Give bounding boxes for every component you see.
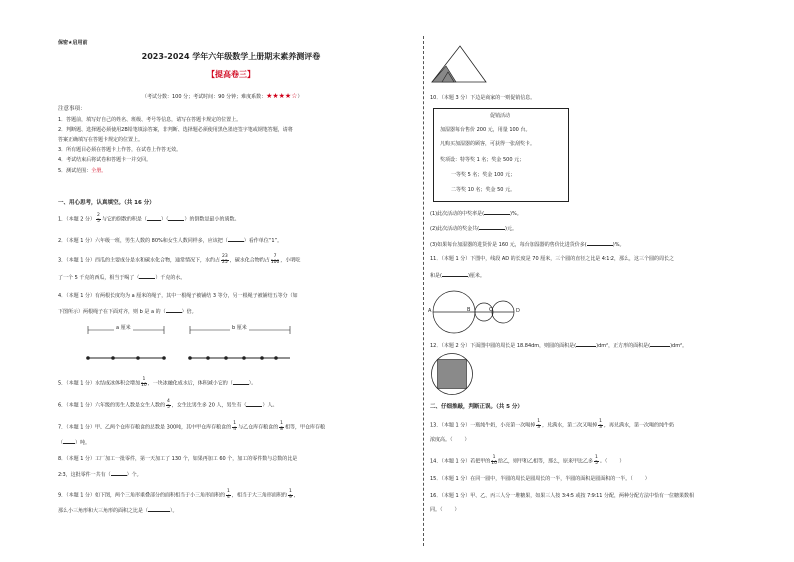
exam-subtitle: 【提高卷三】 xyxy=(207,70,255,79)
question-10-part-3 xyxy=(430,240,624,248)
q14-text: 14．（本题 1 分）若把甲的 xyxy=(430,458,491,465)
q6-text: ，女生比男生多 20 人，男生有（ xyxy=(171,402,247,409)
numerator: 1 xyxy=(537,419,541,424)
fraction xyxy=(166,400,171,410)
q1-text: ）的倒数是最小的质数。 xyxy=(184,216,240,223)
confidential-mark: 保密★启用前 xyxy=(58,40,88,46)
q2-text: 2．（本题 1 分）六年级一班，男生人数的 80%和女生人数同样多，应该把（ xyxy=(58,238,228,244)
question-7-cont xyxy=(58,438,90,446)
q7-text: （ xyxy=(58,440,64,446)
numerator: 1 xyxy=(492,455,496,460)
question-6 xyxy=(58,400,277,410)
q5-text: 5．（本题 1 分）水结成冰体积会增加 xyxy=(58,380,141,387)
fraction xyxy=(288,490,293,500)
circle-square-figure xyxy=(430,352,474,396)
question-10: 10．（本题 3 分）下边是商家的一则促销信息。 xyxy=(430,95,536,101)
q8-text: ）个。 xyxy=(126,472,142,478)
promotion-line: 二等奖 10 名；奖金 50 元。 xyxy=(451,187,516,193)
denominator: 100 xyxy=(270,259,280,265)
answer-blank[interactable] xyxy=(587,240,613,246)
question-2 xyxy=(58,236,282,244)
q3-text: 3．（本题 1 分）西瓜的主要成分是水和碳水化合物，通常情况下，水约占 xyxy=(58,257,221,264)
answer-blank[interactable] xyxy=(576,341,596,347)
test-range-value: 全册。 xyxy=(91,168,107,174)
question-16-cont xyxy=(430,507,460,513)
fraction xyxy=(536,420,541,430)
q4-text: 下图所示）两根绳子在下面对齐，则 b 是 a 的（ xyxy=(58,309,166,315)
q14-text: 给乙，则甲和乙相等，那么，原来甲比乙多 xyxy=(497,458,593,465)
q9-text: 那么小三角形和大三角形的面积之比是（ xyxy=(58,508,149,514)
answer-blank[interactable] xyxy=(63,438,75,444)
numerator: 7 xyxy=(271,255,280,261)
promotion-line: 加湿器每台售价 200 元，用量 100 台。 xyxy=(440,127,531,133)
q13-text: ） xyxy=(464,437,470,443)
answer-blank[interactable] xyxy=(228,236,244,242)
q10-text: )元。 xyxy=(505,226,517,232)
denominator: 3 xyxy=(537,424,541,430)
fraction xyxy=(221,255,229,265)
question-4-cont xyxy=(58,307,197,315)
answer-blank[interactable] xyxy=(111,470,127,476)
answer-blank[interactable] xyxy=(139,273,155,279)
exam-meta-text: （考试分数：100 分；考试时间：90 分钟；难度系数： xyxy=(142,94,267,100)
fraction xyxy=(594,456,599,466)
test-range-label: 5．测试范围： xyxy=(58,168,92,174)
numerator: 1 xyxy=(288,489,292,494)
q2-text: ）看作单位“1”。 xyxy=(243,238,283,244)
numerator: 23 xyxy=(222,254,228,259)
q9-text: ）。 xyxy=(170,508,178,514)
section-1-heading: 一、用心思考，认真填空。（共 16 分） xyxy=(58,200,155,206)
q3-text: 了一个 5 千克的西瓜，相当于喝了（ xyxy=(58,275,140,281)
question-11-cont xyxy=(430,271,485,279)
q3-text: ）千克的水。 xyxy=(155,275,186,281)
question-3-cont xyxy=(58,273,185,281)
q7-text: 与乙仓库存粮食的 xyxy=(238,424,279,431)
q5-text: ，一块冰融化成水后，体积减小它的（ xyxy=(147,380,233,387)
promotion-line: 奖项设：特等奖 1 名；奖金 500 元； xyxy=(440,157,525,163)
note-line: 2．判断题、选择题必须使用2B铅笔填涂答案，非判断、选择题必须使用黑色墨迹签字笔或钢笔答题，请将 xyxy=(58,127,293,133)
q5-text: ）。 xyxy=(248,380,257,387)
answer-blank[interactable] xyxy=(650,341,670,347)
fraction xyxy=(271,255,280,265)
question-13 xyxy=(430,420,674,430)
question-5 xyxy=(58,378,256,388)
q12-text: )dm²，正方形的面积是( xyxy=(596,343,651,349)
q10-text: (2)此次活动的奖金共( xyxy=(430,226,480,232)
q1-text: ）（ xyxy=(160,216,169,223)
fraction xyxy=(491,456,497,466)
q13-text: ，兑满水，第二次又喝掉 xyxy=(542,422,598,429)
promotion-line: 一等奖 5 名；奖金 100 元； xyxy=(451,172,516,178)
q16-text: ） xyxy=(454,507,460,513)
denominator: 5 xyxy=(97,218,100,224)
point-label-a: A xyxy=(428,308,432,314)
question-15 xyxy=(430,476,650,482)
notes-heading: 注意事项： xyxy=(58,106,86,112)
q9-text: 9．（本题 1 分）如下图，两个三角形重叠部分的面积相当于小三角形面积的 xyxy=(58,492,226,499)
denominator: 5 xyxy=(167,404,170,410)
fraction xyxy=(96,214,101,224)
numerator: 1 xyxy=(227,489,230,494)
q7-text: 7．（本题 1 分）甲、乙两个仓库存粮食的总数是 300吨，其中甲仓库存粮食的 xyxy=(58,424,232,431)
question-11: 11．（本题 1 分）下图中，线段 AD 的长度是 70 厘米，三个圆的直径之比是 4∶1∶2，那么，这三个圆的周长之 xyxy=(430,256,674,262)
question-1 xyxy=(58,214,239,224)
question-10-part-2 xyxy=(430,224,517,232)
fraction xyxy=(598,420,603,430)
q10-text: (3)如果每台加湿器的进货价是 160 元，每台加湿器的售价比进货价多( xyxy=(430,242,587,248)
q12-text: )dm²。 xyxy=(670,343,688,349)
q15-text: ） xyxy=(644,476,650,482)
q9-text: ，相当于大三角形面积的 xyxy=(231,492,287,499)
point-label-d: D xyxy=(516,308,520,314)
numerator: 1 xyxy=(233,421,237,426)
q7-text: 相等，甲仓库存粮 xyxy=(284,424,325,431)
numerator: 4 xyxy=(167,399,170,404)
three-circles-figure xyxy=(430,290,524,336)
q16-text: 同。（ xyxy=(430,507,443,513)
q15-text: 15．（本题 1 分）在同一圆中，半圆的周长是圆周长的一半，半圆的面积是圆面积的一半。（ xyxy=(430,476,633,482)
question-14 xyxy=(430,456,624,466)
denominator: 4 xyxy=(233,426,237,432)
q13-text: ，再兑满水，第一次喝的纯牛奶 xyxy=(604,422,675,429)
segment-a-label: a 厘米 xyxy=(116,325,131,331)
denominator: 4 xyxy=(227,494,230,500)
numerator: 1 xyxy=(280,421,283,426)
denominator: 9 xyxy=(288,494,292,500)
q11-text: )厘米。 xyxy=(467,273,485,279)
numerator: 1 xyxy=(594,455,598,460)
numerator: 2 xyxy=(97,213,100,218)
q14-text: ） xyxy=(619,458,625,465)
denominator: 25 xyxy=(222,259,228,265)
q11-text: 和是( xyxy=(430,273,442,279)
q4-text: ）倍。 xyxy=(181,309,197,315)
denominator: 10 xyxy=(491,460,497,466)
q3-text: ，小明吃 xyxy=(280,257,301,264)
question-8: 8．（本题 1 分）工厂加工一批零件，第一天加工了 130 个，如果再加工 60 个，加工的零件数与总数的比是 xyxy=(58,456,298,462)
note-line xyxy=(58,168,106,174)
section-2-heading: 二、仔细推敲，判断正误。（共 5 分） xyxy=(430,404,523,410)
question-3 xyxy=(58,255,300,265)
answer-blank[interactable] xyxy=(442,271,468,277)
segment-b-label: b 厘米 xyxy=(232,325,247,331)
question-8-cont xyxy=(58,470,142,478)
difficulty-stars: ★★★★☆ xyxy=(266,92,298,100)
numerator: 1 xyxy=(599,419,602,424)
column-divider xyxy=(423,36,424,546)
question-12 xyxy=(430,341,687,349)
exam-title: 2023-2024 学年六年级数学上册期末素养测评卷 xyxy=(141,52,321,61)
note-line: 1．答题前，填写好自己的姓名、班级、考号等信息，请写在答题卡规定的位置上。 xyxy=(58,117,242,123)
question-4: 4．（本题 1 分）有两根长度均为 a 厘米的绳子，其中一根绳子被铺结 3 等分，另一根绳子被铺结五等分（如 xyxy=(58,293,298,299)
note-line: 3．所有题目必须在答题卡上作答，在试卷上作答无效。 xyxy=(58,147,182,153)
fraction xyxy=(141,378,147,388)
exam-meta xyxy=(142,93,303,100)
answer-blank[interactable] xyxy=(479,224,505,230)
q1-prefix: 1．（本题 2 分） xyxy=(58,216,96,223)
question-13-cont xyxy=(430,437,470,443)
promotion-line: 凡购买加湿器的顾客，可获得一张刮奖卡。 xyxy=(440,141,536,147)
point-label-b: B xyxy=(467,307,471,313)
denominator: 3 xyxy=(599,424,602,430)
q10-text: (1)此次活动的中奖率是( xyxy=(430,211,485,217)
question-9 xyxy=(58,490,299,500)
promotion-title: 促销活动 xyxy=(489,113,510,119)
answer-blank[interactable] xyxy=(147,215,161,221)
q14-text: 。（ xyxy=(599,458,608,465)
answer-blank[interactable] xyxy=(148,506,170,512)
point-label-c: C xyxy=(489,307,493,313)
question-9-cont xyxy=(58,506,178,514)
q13-text: 13．（本题 1 分）一瓶纯牛奶，小亮第一次喝掉 xyxy=(430,422,536,429)
answer-blank[interactable] xyxy=(166,307,182,313)
q12-text: 12．（本题 2 分）下面图中圆的周长是 18.84dm，则圆的面积是( xyxy=(430,343,577,349)
question-7 xyxy=(58,422,325,432)
q13-text: 浓度高。（ xyxy=(430,437,453,443)
answer-blank[interactable] xyxy=(233,379,249,385)
fraction xyxy=(279,422,284,432)
denominator: 10 xyxy=(141,382,147,388)
q7-text: ）吨。 xyxy=(75,440,91,446)
q8-text: 2∶3，这批零件一共有（ xyxy=(58,472,111,478)
exam-meta-end: ） xyxy=(297,94,303,100)
q1-text: 与它的倒数的积是（ xyxy=(101,216,147,223)
question-16: 16．（本题 1 分）甲、乙、丙三人分一堆糖果，如果三人按 3∶4∶5 或按 7∶9∶11 分配，两种分配方法中恰有一位糖果数相 xyxy=(430,493,695,499)
answer-blank[interactable] xyxy=(168,215,184,221)
q10-text: )%。 xyxy=(612,242,625,248)
note-line: 4．考试结束后将试卷和答题卡一并交回。 xyxy=(58,157,152,163)
triangles-figure xyxy=(430,44,488,84)
q10-text: )%。 xyxy=(510,211,522,217)
denominator: 8 xyxy=(280,426,283,432)
fraction xyxy=(226,490,231,500)
numerator: 1 xyxy=(142,377,146,382)
note-line: 答案正确填写在答题卡规定的位置上。 xyxy=(58,137,144,143)
q3-text: ，碳水化合物约占 xyxy=(229,257,270,264)
fraction xyxy=(232,422,237,432)
denominator: 5 xyxy=(594,460,598,466)
question-10-part-1 xyxy=(430,209,522,217)
q6-text: 6．（本题 1 分）六年级的男生人数是女生人数的 xyxy=(58,402,166,409)
q9-text: ， xyxy=(293,492,299,499)
q6-text: ）人。 xyxy=(262,402,278,409)
answer-blank[interactable] xyxy=(484,209,510,215)
answer-blank[interactable] xyxy=(246,401,262,407)
